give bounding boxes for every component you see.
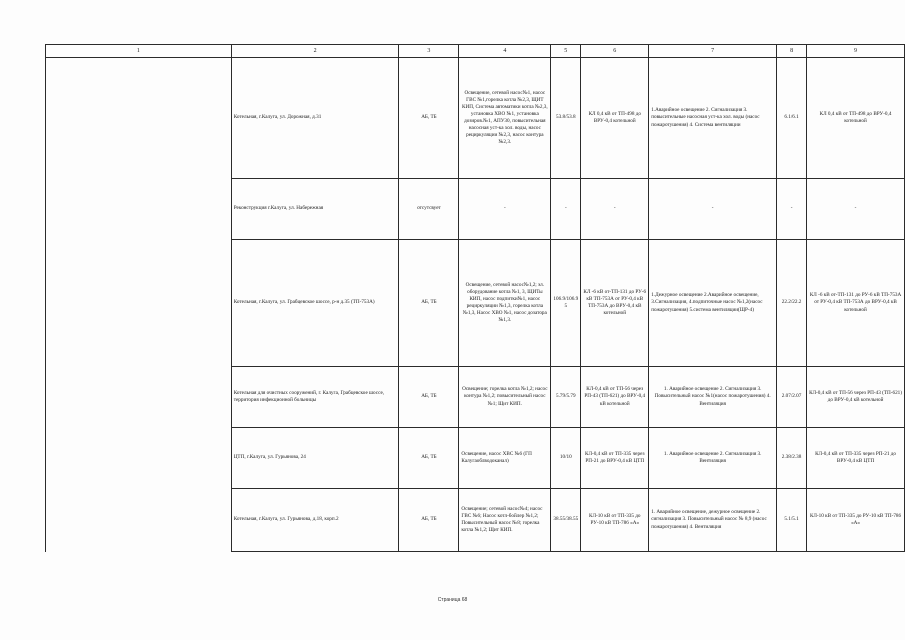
category-cell: АБ, ТБ bbox=[399, 58, 459, 179]
data-table bbox=[45, 44, 905, 552]
object-name-cell: Котельная, г.Калуга, ул. Гурьянова, д.18, корп.2 bbox=[231, 489, 399, 552]
emergency-line-cell: - bbox=[807, 179, 905, 240]
emergency-equipment-cell: 1.Аварийное освещение 2. Сигнализация 3. повысительные насосная уст-ка хол. воды (насос пожаротушения) 4. Система вентиляции bbox=[649, 58, 777, 179]
header-cell-6: 6 bbox=[581, 45, 649, 58]
emergency-power-cell: 2.38/2.38 bbox=[777, 428, 807, 489]
category-cell: АБ, ТБ bbox=[399, 489, 459, 552]
category-cell: АБ, ТБ bbox=[399, 367, 459, 428]
supply-line-cell: КЛ -6 кВ от-ТП-131 до РУ-6 кВ ТП-753А от РУ-0,4 кВ ТП-753А до ВРУ-0,4 кВ котельной bbox=[581, 240, 649, 367]
emergency-power-cell: 22.2/22.2 bbox=[777, 240, 807, 367]
power-cell: 53.8/53.8 bbox=[551, 58, 581, 179]
emergency-power-cell: 5.1/5.1 bbox=[777, 489, 807, 552]
emergency-equipment-cell: 1.Дежурное освещение 2.Аварийное освещение, 3.Сигнализация, 4.подпиточные насос №1,2(насос пожаротушения) 5.система вентиляции(ЩР-4) bbox=[649, 240, 777, 367]
emergency-equipment-cell: 1. Аварийное освещение 2. Сигнализация 3. Повысительный насос №1(насос пожаротушения) 4. Вентиляция bbox=[649, 367, 777, 428]
power-cell: 38.55/38.55 bbox=[551, 489, 581, 552]
header-cell-4: 4 bbox=[459, 45, 551, 58]
equipment-cell: Освещение; горелка котла №1,2; насос контура №1,2; повысительный насос №1; Щит КИП. bbox=[459, 367, 551, 428]
power-cell: 10/10 bbox=[551, 428, 581, 489]
emergency-line-cell: КЛ-10 кВ от ТП-335 до РУ-10 кВ ТП-786 «А» bbox=[807, 489, 905, 552]
header-cell-3: 3 bbox=[399, 45, 459, 58]
emergency-equipment-cell: 1. Аварийное освещение 2. Сигнализация 3. Вентиляция bbox=[649, 428, 777, 489]
header-cell-7: 7 bbox=[649, 45, 777, 58]
emergency-line-cell: КЛ -6 кВ от-ТП-131 до РУ-6 кВ ТП-753А от РУ-0,4 кВ ТП-753А до ВРУ-0,4 кВ котельной bbox=[807, 240, 905, 367]
object-name-cell: Котельная, г.Калуга, ул. Грабцевское шоссе, р-н д.35 (ТП-753А) bbox=[231, 240, 399, 367]
equipment-cell: Освещение, сетевой насос№1, насос ГВС №1,горелка котла №2,3, ЩИТ КИП, Система автоматики котла №2,3, установка ХВО №1, установка дозиров.№1, АПУ30, повысительная насосная уст-ка хол. воды, насос рециркуляции №2,3, насос контура №2,3. bbox=[459, 58, 551, 179]
emergency-equipment-cell: 1. Аварийное освещение, дежурное освещение 2. сигнализация 3. Повысительный насос № 8,9 (насос пожаротушения) 4. Вентиляция bbox=[649, 489, 777, 552]
header-cell-2: 2 bbox=[231, 45, 399, 58]
object-name-cell: ЦТП, г.Калуга, ул. Гурьянова, 24 bbox=[231, 428, 399, 489]
power-cell: 5.79/5.79 bbox=[551, 367, 581, 428]
equipment-cell: Освещение, насос ХВС №6 (ГП Калугаоблводоканал) bbox=[459, 428, 551, 489]
supply-line-cell: КЛ-10 кВ от ТП-335 до РУ-10 кВ ТП-786 «А» bbox=[581, 489, 649, 552]
emergency-power-cell: - bbox=[777, 179, 807, 240]
empty-merged-cell bbox=[46, 58, 232, 552]
emergency-power-cell: 6.1/6.1 bbox=[777, 58, 807, 179]
emergency-line-cell: КЛ 0,4 кВ от ТП-498 до ВРУ-0,4 котельной bbox=[807, 58, 905, 179]
equipment-cell: - bbox=[459, 179, 551, 240]
supply-line-cell: КЛ-0,4 кВ от ТП-335 через РП-21 до ВРУ-0,4 кВ ЦТП bbox=[581, 428, 649, 489]
page-number: Страница 68 bbox=[437, 597, 468, 603]
supply-line-cell: КЛ-0,4 кВ от ТП-56 через РП-43 (ТП-621) до ВРУ-0,4 кВ котельной bbox=[581, 367, 649, 428]
category-cell: АБ, ТБ bbox=[399, 240, 459, 367]
power-cell: 106.9/106.9 5 bbox=[551, 240, 581, 367]
header-cell-1: 1 bbox=[46, 45, 232, 58]
supply-line-cell: - bbox=[581, 179, 649, 240]
emergency-line-cell: КЛ-0,4 кВ от ТП-56 через РП-43 (ТП-621) до ВРУ-0,4 кВ котельной bbox=[807, 367, 905, 428]
emergency-line-cell: КЛ-0,4 кВ от ТП-335 через РП-21 до ВРУ-0,4 кВ ЦТП bbox=[807, 428, 905, 489]
table-row bbox=[46, 58, 905, 179]
category-cell: АБ, ТБ bbox=[399, 428, 459, 489]
object-name-cell: Котельная для очистных сооружений, г. Калуга, Грабцевское шоссе, территория инфекционной больницы bbox=[231, 367, 399, 428]
object-name-cell: Реконструкция г.Калуга, ул. Набережная bbox=[231, 179, 399, 240]
header-cell-8: 8 bbox=[777, 45, 807, 58]
object-name-cell: Котельная, г.Калуга, ул. Дорожная, д.31 bbox=[231, 58, 399, 179]
equipment-cell: Освещение; сетевой насос№4; насос ГВС №6; Насос котл-бойлер №1,2; Повысительный насос №8; горелка котла №1,2; Щит КИП. bbox=[459, 489, 551, 552]
category-cell: отсутсвует bbox=[399, 179, 459, 240]
header-cell-9: 9 bbox=[807, 45, 905, 58]
supply-line-cell: КЛ 0,4 кВ от ТП-498 до ВРУ-0,4 котельной bbox=[581, 58, 649, 179]
header-row bbox=[46, 45, 905, 58]
emergency-power-cell: 2.07/2.07 bbox=[777, 367, 807, 428]
power-cell: - bbox=[551, 179, 581, 240]
header-cell-5: 5 bbox=[551, 45, 581, 58]
equipment-cell: Освещение, сетевой насос№1,2; эл. оборудование котла №1, 3, ЩИТы КИП, насос подпитки№1, насос рециркуляции №1,3, горелка котла №1,3, Насос ХВО №1, насос дозатора №1,3. bbox=[459, 240, 551, 367]
emergency-equipment-cell: - bbox=[649, 179, 777, 240]
